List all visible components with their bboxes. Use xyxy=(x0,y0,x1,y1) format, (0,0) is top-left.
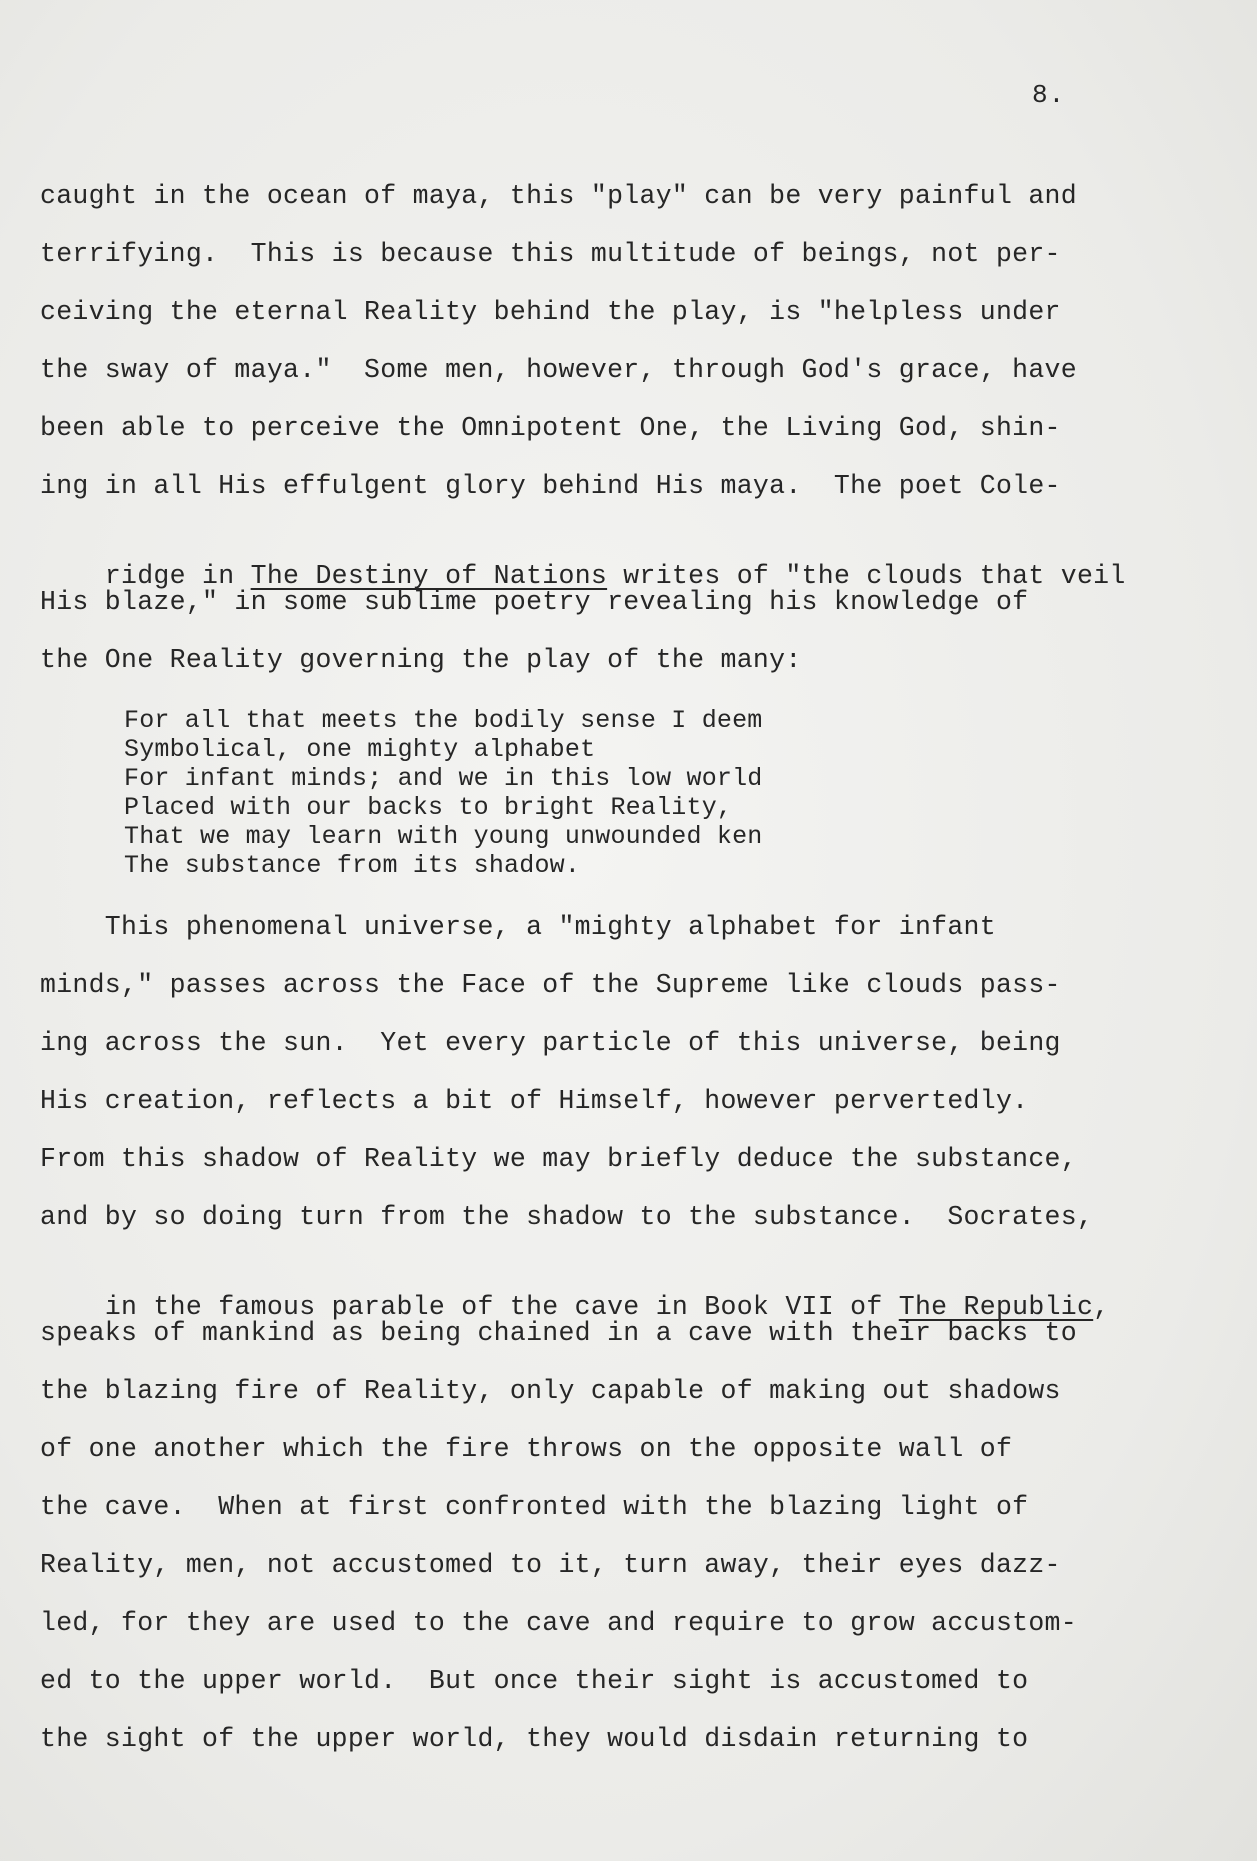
text-line: His blaze," in some sublime poetry revealing his knowledge of xyxy=(40,587,1029,617)
text-line: From this shadow of Reality we may briefly deduce the substance, xyxy=(40,1144,1077,1174)
verse-line: Symbolical, one mighty alphabet xyxy=(124,735,596,764)
book-title-the-republic: The Republic xyxy=(898,1292,1094,1322)
text-line: ed to the upper world. But once their sight is accustomed to xyxy=(40,1666,1029,1696)
text-line: the blazing fire of Reality, only capable of making out shadows xyxy=(40,1376,1061,1406)
text-line: and by so doing turn from the shadow to the substance. Socrates, xyxy=(40,1202,1094,1232)
text-line: ing across the sun. Yet every particle of this universe, being xyxy=(40,1028,1061,1058)
verse-line: The substance from its shadow. xyxy=(124,851,581,880)
text-line: This phenomenal universe, a "mighty alphabet for infant xyxy=(40,912,996,942)
text-fragment: writes of "the clouds that veil xyxy=(607,561,1126,591)
text-line: minds," passes across the Face of the Supreme like clouds pass- xyxy=(40,970,1061,1000)
text-fragment: , xyxy=(1093,1292,1110,1322)
text-line: led, for they are used to the cave and require to grow accustom- xyxy=(40,1608,1077,1638)
text-line: terrifying. This is because this multitude of beings, not per- xyxy=(40,239,1061,269)
text-fragment: in the famous parable of the cave in Book VII of xyxy=(104,1292,899,1322)
verse-line: That we may learn with young unwounded ken xyxy=(124,822,763,851)
text-line: the One Reality governing the play of the many: xyxy=(40,645,802,675)
text-line: speaks of mankind as being chained in a cave with their backs to xyxy=(40,1318,1077,1348)
text-line: ing in all His effulgent glory behind His maya. The poet Cole- xyxy=(40,471,1061,501)
text-line: the sway of maya." Some men, however, through God's grace, have xyxy=(40,355,1077,385)
page-number: 8. xyxy=(1032,80,1066,110)
verse-line: For infant minds; and we in this low world xyxy=(124,764,763,793)
text-line: the sight of the upper world, they would disdain returning to xyxy=(40,1724,1029,1754)
text-fragment: ridge in xyxy=(104,561,251,591)
text-line: His creation, reflects a bit of Himself, however pervertedly. xyxy=(40,1086,1029,1116)
book-title-destiny-of-nations: The Destiny of Nations xyxy=(250,561,608,591)
verse-line: Placed with our backs to bright Reality, xyxy=(124,793,733,822)
text-line: been able to perceive the Omnipotent One, the Living God, shin- xyxy=(40,413,1061,443)
text-line: caught in the ocean of maya, this "play" can be very painful and xyxy=(40,181,1077,211)
text-line: Reality, men, not accustomed to it, turn away, their eyes dazz- xyxy=(40,1550,1061,1580)
text-line: ceiving the eternal Reality behind the play, is "helpless under xyxy=(40,297,1061,327)
verse-line: For all that meets the bodily sense I deem xyxy=(124,706,763,735)
text-line: the cave. When at first confronted with the blazing light of xyxy=(40,1492,1029,1522)
text-line: of one another which the fire throws on the opposite wall of xyxy=(40,1434,1013,1464)
